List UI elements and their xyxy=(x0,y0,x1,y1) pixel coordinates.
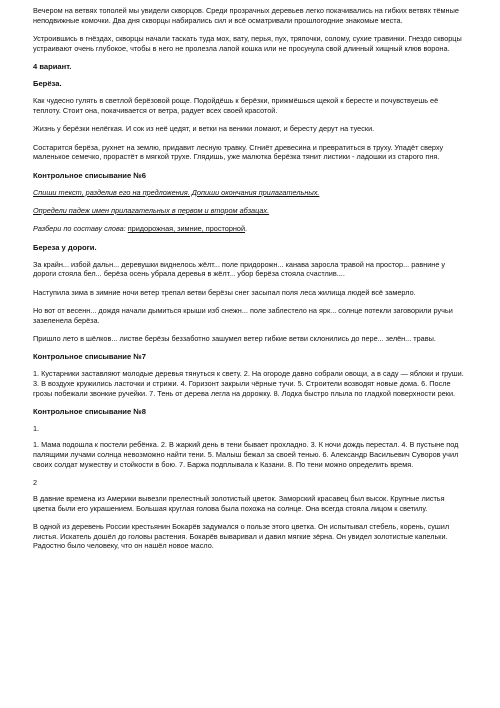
task-instruction: Спиши текст, разделив его на предложения. Допиши окончания прилагательных. xyxy=(33,187,320,197)
paragraph: 1. Мама подошла к постели ребёнка. 2. В жаркий день в тени бывает прохладно. 3. К ночи дождь перестал. 4. В пустыне под палящими лучами солнца невозможно найти тени. 5. Малыш бежал за своей тенью. 6. Александр Васильевич Суворов учил своих солдат мужеству и стойкости в бою. 7. Баржа подплывала к Казани. 8. По тени можно определить время. xyxy=(33,440,459,469)
task-words: придорожная, зимние, просторной xyxy=(127,224,246,234)
paragraph: Жизнь у берёзки нелёгкая. И сок из неё цедят, и ветки на веники ломают, и бересту дерут на туески. xyxy=(33,124,375,134)
paragraph: В одной из деревень России крестьянин Бокарёв задумался о пользе этого цветка. Он испытывал стебель, корень, сушил листья. Искатель дошёл до головы растения. Бокарёв вываривал и давил мягкие зёрна. Он увидел золотистые капельки. Радостно было человеку, что он нашёл новое масло. xyxy=(33,521,450,551)
paragraph: Состарится берёза, рухнет на землю, придавит лесную травку. Сгниёт древесина и превратиться в труху. Упадёт сверху маленькое семечко, прорастёт в мягкой трухе. Глядишь, уже малютка берёзка тянит листики - ладошки из старого пня. xyxy=(33,142,444,162)
paragraph: Но вот от весенн... дождя начали дымиться крыши изб снежн... поле заблестело на ярк... солнце потекли заговорили ручьи зазеленела берёза. xyxy=(33,305,453,325)
paragraph: Устроившись в гнёздах, скворцы начали таскать туда мох, вату, перья, пух, тряпочки, солому, сухие травинки. Гнездо скворцы устраивают очень глубокое, чтобы в него не пролезла лапой кошка или не просунула свой длинный хищный клюв ворона. xyxy=(33,34,462,53)
section-heading: Контрольное списывание №6 xyxy=(33,170,146,180)
paragraph: Наступила зима в зимние ночи ветер трепал ветви берёзы снег засыпал поля леса жилища людей всё замерло. xyxy=(33,287,416,297)
variant-heading: 4 вариант. xyxy=(33,62,72,72)
paragraph: В давние времена из Америки вывезли прелестный золотистый цветок. Заморский красавец был высок. Крупные листья цветка были его украшением. Большая круглая голова была похожа на солнце. Она всегда стояла лицом к светилу. xyxy=(33,493,445,513)
paragraph: 1. Кустарники заставляют молодые деревья тянуться к свету. 2. На огороде давно собрали овощи, а в саду — яблоки и груши. 3. В воздухе кружились ласточки и стрижи. 4. Горизонт закрыли чёрные тучи. 5. Строители возводят новые дома. 6. После грозы побежали звонкие ручейки. 7. Тень от дерева легла на дорожку. 8. Лодка быстро плыла по гладкой поверхности реки. xyxy=(33,369,464,398)
section-title: Берёза. xyxy=(33,79,62,89)
section-heading: Контрольное списывание №7 xyxy=(33,352,146,362)
task-instruction: Определи падеж имен прилагательных в первом и втором абзацах. xyxy=(33,205,270,215)
item-number: 1. xyxy=(33,424,40,434)
section-heading: Контрольное списывание №8 xyxy=(33,407,146,417)
paragraph: Пришло лето в шёлков... листве берёзы беззаботно зашумел ветер гибкие ветви склонились до пере... зелён... травы. xyxy=(33,334,436,344)
task-end: . xyxy=(245,224,248,234)
item-number: 2 xyxy=(33,477,38,487)
paragraph: Как чудесно гулять в светлой берёзовой роще. Подойдёшь к берёзки, прижмёшься щекой к бересте и почувствуешь её теплоту. Стоит она, покачивается от ветра, радует всех своей красотой. xyxy=(33,96,439,115)
task-label: Разбери по составу слова: xyxy=(33,224,128,234)
paragraph: За крайн... избой дальн... деревушки виднелось жёлт... поле придорожн... канава заросла травой на простор... равнине у дороги стояла бел... берёза осень убрала деревья в жёлт... убор берёза стояла счастлив.... xyxy=(33,259,446,279)
section-title: Береза у дороги. xyxy=(33,242,97,252)
task-instruction xyxy=(33,224,468,234)
paragraph: Вечером на ветвях тополей мы увидели скворцов. Среди прозрачных деревьев легко покачивались на гибких ветвях тёмные неподвижные комочки. Два дня скворцы набирались сил и всё осматривали прошлогодние знакомые места. xyxy=(33,6,459,25)
